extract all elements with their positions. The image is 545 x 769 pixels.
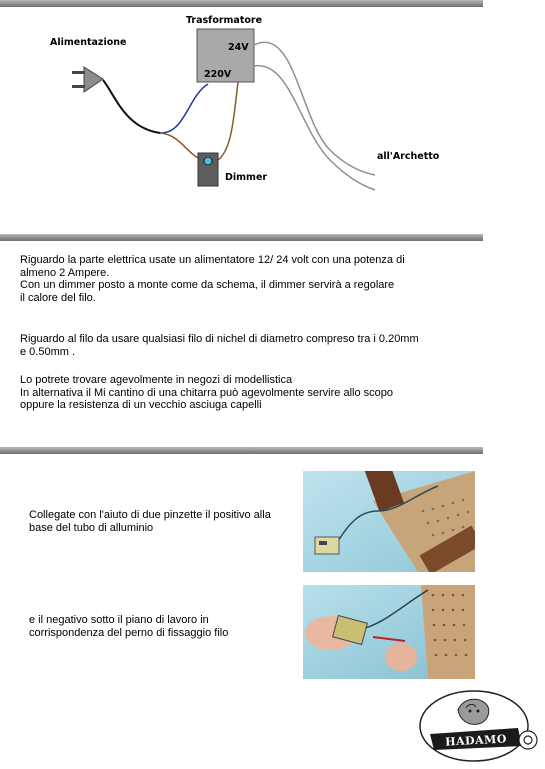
- brown-wire-to-dimmer: [160, 133, 203, 160]
- paragraph-negative: e il negativo sotto il piano di lavoro in corrispondenza del perno di fissaggio filo: [29, 614, 229, 639]
- plug-icon: [72, 67, 103, 92]
- logo-text: HADAMO: [444, 732, 508, 749]
- dimmer-knob: [204, 157, 212, 165]
- hadamo-logo: [418, 688, 540, 764]
- paragraph-electrical: Riguardo la parte elettrica usate un alimentatore 12/ 24 volt con una potenza di almeno 2 Ampere. Con un dimmer posto a monte come da schema, il dimmer servirà a regolare il calore del filo.: [20, 254, 405, 304]
- wiring-diagram: [0, 0, 545, 240]
- photo-negative-connection: [303, 585, 475, 679]
- paragraph-where-to-find: Lo potrete trovare agevolmente in negozi di modellistica In alternativa il Mi cantino di una chitarra può agevolmente servire allo scopo oppure la resistenza di un vecchio asciuga capelli: [20, 374, 393, 412]
- label-alimentazione: Alimentazione: [50, 37, 127, 48]
- paragraph-positive: Collegate con l'aiuto di due pinzette il positivo alla base del tubo di alluminio: [29, 509, 271, 534]
- output-wire-1: [254, 42, 375, 175]
- label-220v: 220V: [204, 69, 232, 80]
- lower-divider-bar: [0, 447, 483, 454]
- mains-cable: [103, 80, 160, 133]
- label-trasformatore: Trasformatore: [186, 15, 263, 26]
- blue-wire: [160, 84, 208, 133]
- photo-positive-connection: [303, 471, 475, 572]
- brown-wire-dimmer-transformer: [218, 82, 238, 160]
- paragraph-wire: Riguardo al filo da usare qualsiasi filo di nichel di diametro compreso tra i 0.20mm e 0.50mm .: [20, 333, 419, 358]
- label-archetto: all'Archetto: [377, 151, 440, 162]
- output-wire-2: [254, 66, 375, 190]
- label-dimmer: Dimmer: [225, 172, 268, 183]
- label-24v: 24V: [228, 42, 249, 53]
